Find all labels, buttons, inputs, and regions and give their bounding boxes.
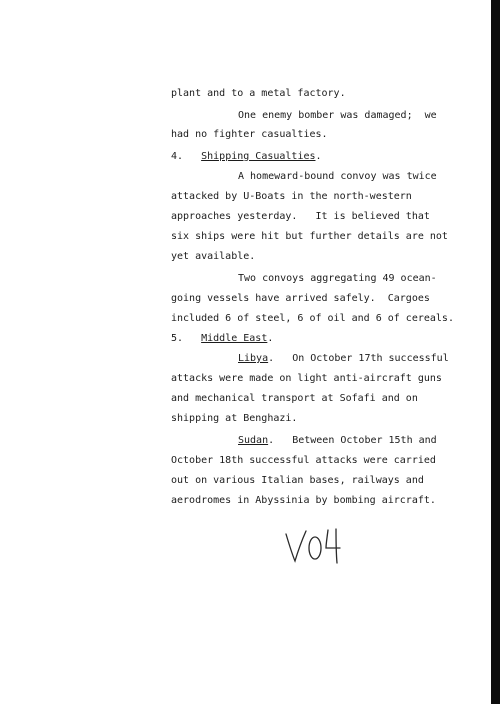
section-title-period: . <box>267 333 274 344</box>
paragraph-line: aerodromes in Abyssinia by bombing aircraft. <box>171 495 436 506</box>
subsection-title: Sudan <box>238 435 269 446</box>
paragraph-line: One enemy bomber was damaged; we <box>238 110 437 121</box>
section-title-period: . <box>315 151 322 162</box>
paragraph-line: included 6 of steel, 6 of oil and 6 of cereals. <box>171 313 454 324</box>
paragraph-line: going vessels have arrived safely. Cargoes <box>171 293 430 304</box>
section-heading-4 <box>171 151 322 163</box>
paragraph-line: had no fighter casualties. <box>171 129 328 140</box>
paragraph-line: out on various Italian bases, railways and <box>171 475 424 486</box>
paragraph-line: approaches yesterday. It is believed that <box>171 211 430 222</box>
paragraph-line: October 18th successful attacks were carried <box>171 455 436 466</box>
paragraph-text: . Between October 15th and <box>268 435 437 446</box>
paragraph-line: and mechanical transport at Sofafi and on <box>171 393 418 404</box>
subsection-libya <box>238 353 449 365</box>
paragraph-line: yet available. <box>171 251 256 262</box>
handwritten-mark <box>284 526 344 566</box>
paragraph-line: shipping at Benghazi. <box>171 413 298 424</box>
paragraph-line: attacked by U-Boats in the north-western <box>171 191 412 202</box>
section-title: Middle East <box>201 333 268 344</box>
paragraph-line: Two convoys aggregating 49 ocean- <box>238 273 437 284</box>
paragraph-text: . On October 17th successful <box>268 353 449 364</box>
section-number: 5. <box>171 333 184 344</box>
section-number: 4. <box>171 151 184 162</box>
paragraph-line: six ships were hit but further details are not <box>171 231 448 242</box>
paragraph-line: plant and to a metal factory. <box>171 88 346 99</box>
section-heading-5 <box>171 333 273 345</box>
subsection-sudan <box>238 435 437 447</box>
paragraph-line: attacks were made on light anti-aircraft guns <box>171 373 442 384</box>
section-title: Shipping Casualties <box>201 151 316 162</box>
paragraph-line: A homeward-bound convoy was twice <box>238 171 437 182</box>
scan-edge <box>491 0 500 704</box>
subsection-title: Libya <box>238 353 269 364</box>
